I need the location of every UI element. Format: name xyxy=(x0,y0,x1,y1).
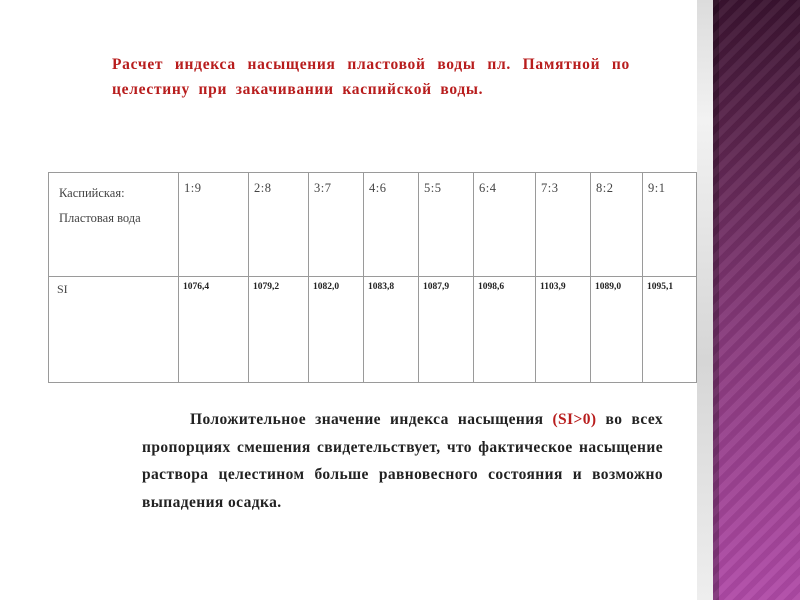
si-value-cell: 1098,6 xyxy=(474,277,536,383)
si-value-cell: 1103,9 xyxy=(536,277,591,383)
si-value-cell: 1079,2 xyxy=(249,277,309,383)
si-value-cell: 1076,4 xyxy=(179,277,249,383)
ratio-cell: 4:6 xyxy=(364,173,419,277)
ratio-cell: 2:8 xyxy=(249,173,309,277)
ratio-cell: 6:4 xyxy=(474,173,536,277)
conclusion-text-part2: во всех пропорциях смешения свидетельствует, что фактическое насыщение раствора целестином больше равновесного состояния и возможно выпадения осадка. xyxy=(142,411,664,511)
conclusion-text-part1: Положительное значение индекса насыщения xyxy=(190,411,544,428)
table-header-row xyxy=(49,173,697,277)
si-value-cell: 1083,8 xyxy=(364,277,419,383)
ratio-cell: 8:2 xyxy=(591,173,643,277)
si-label-cell: SI xyxy=(49,277,179,383)
header-label-formation-water: Пластовая вода xyxy=(59,211,141,225)
slide-title: Расчет индекса насыщения пластовой воды пл. Памятной по целестину при закачивании каспийской воды. xyxy=(112,56,630,98)
si-value-cell: 1082,0 xyxy=(309,277,364,383)
ratio-cell: 7:3 xyxy=(536,173,591,277)
decorative-purple-band xyxy=(713,0,800,600)
si-value-cell: 1087,9 xyxy=(419,277,474,383)
conclusion-paragraph xyxy=(142,406,663,516)
si-value-cell: 1095,1 xyxy=(643,277,697,383)
ratio-cell: 1:9 xyxy=(179,173,249,277)
ratio-cell: 3:7 xyxy=(309,173,364,277)
table-row-si xyxy=(49,277,697,383)
si-value-cell: 1089,0 xyxy=(591,277,643,383)
header-label-caspian: Каспийская: xyxy=(59,186,125,200)
ratio-cell: 9:1 xyxy=(643,173,697,277)
saturation-index-table xyxy=(48,172,697,383)
conclusion-highlight: (SI>0) xyxy=(552,411,597,428)
decorative-side-strip xyxy=(697,0,713,600)
ratio-cell: 5:5 xyxy=(419,173,474,277)
header-label-cell xyxy=(49,173,179,277)
